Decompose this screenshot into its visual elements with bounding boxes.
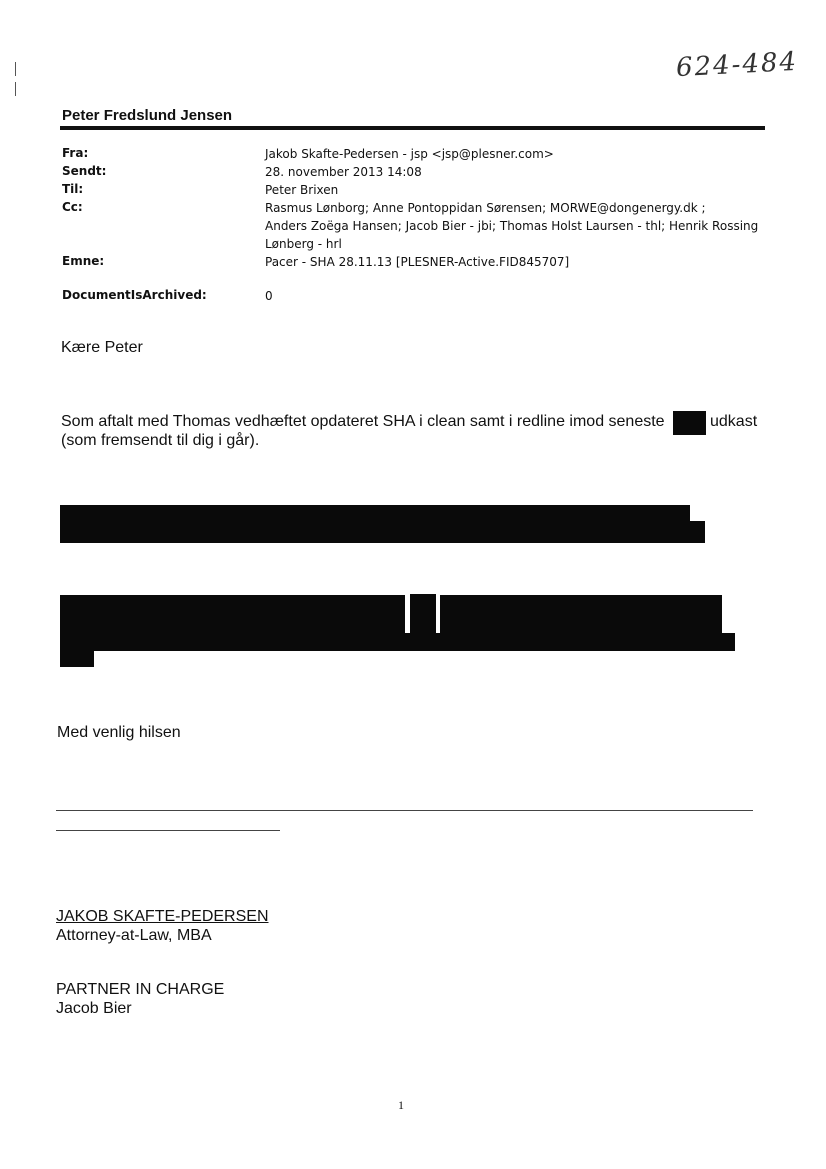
body-line1-start: Som aftalt med Thomas vedhæftet opdateret SHA i clean samt i redline imod seneste <box>61 413 665 430</box>
cc-value-line1: Rasmus Lønborg; Anne Pontoppidan Sørensen; MORWE@dongenergy.dk ; <box>265 201 706 215</box>
signature-divider-short <box>56 830 280 831</box>
sent-value: 28. november 2013 14:08 <box>265 165 422 179</box>
archived-value: 0 <box>265 289 273 303</box>
to-label: Til: <box>62 182 84 196</box>
redaction-block <box>410 594 436 636</box>
cc-label: Cc: <box>62 200 83 214</box>
redaction-block <box>60 505 690 543</box>
body-line1-end: udkast <box>710 413 758 430</box>
archived-label: DocumentIsArchived: <box>62 288 207 302</box>
scan-edge-marks <box>15 62 17 98</box>
cc-value-line3: Lønberg - hrl <box>265 237 342 251</box>
header-divider <box>60 126 765 130</box>
redaction-block <box>688 521 705 543</box>
partner-heading: PARTNER IN CHARGE <box>56 981 225 998</box>
redaction-block <box>60 595 405 635</box>
sent-label: Sendt: <box>62 164 107 178</box>
from-label: Fra: <box>62 146 89 160</box>
page-number: 1 <box>398 1098 404 1112</box>
closing: Med venlig hilsen <box>57 724 181 741</box>
to-value: Peter Brixen <box>265 183 339 197</box>
subject-label: Emne: <box>62 254 105 268</box>
redaction-inline <box>673 411 706 435</box>
sender-name: Peter Fredslund Jensen <box>62 107 233 124</box>
body-line2: (som fremsendt til dig i går). <box>61 432 260 449</box>
partner-name: Jacob Bier <box>56 1000 132 1017</box>
from-value: Jakob Skafte-Pedersen - jsp <jsp@plesner.com> <box>265 147 554 161</box>
signature-title: Attorney-at-Law, MBA <box>56 927 212 944</box>
subject-value: Pacer - SHA 28.11.13 [PLESNER-Active.FID845707] <box>265 255 570 269</box>
redaction-block <box>60 633 735 651</box>
signature-name-link[interactable]: JAKOB SKAFTE-PEDERSEN <box>56 908 269 925</box>
cc-value-line2: Anders Zoëga Hansen; Jacob Bier - jbi; Thomas Holst Laursen - thl; Henrik Rossing <box>265 219 759 233</box>
signature-divider <box>56 810 753 811</box>
greeting: Kære Peter <box>61 339 143 356</box>
redaction-block <box>440 595 722 635</box>
redaction-block <box>60 649 94 667</box>
handwritten-annotation: 624-484 <box>675 46 799 84</box>
